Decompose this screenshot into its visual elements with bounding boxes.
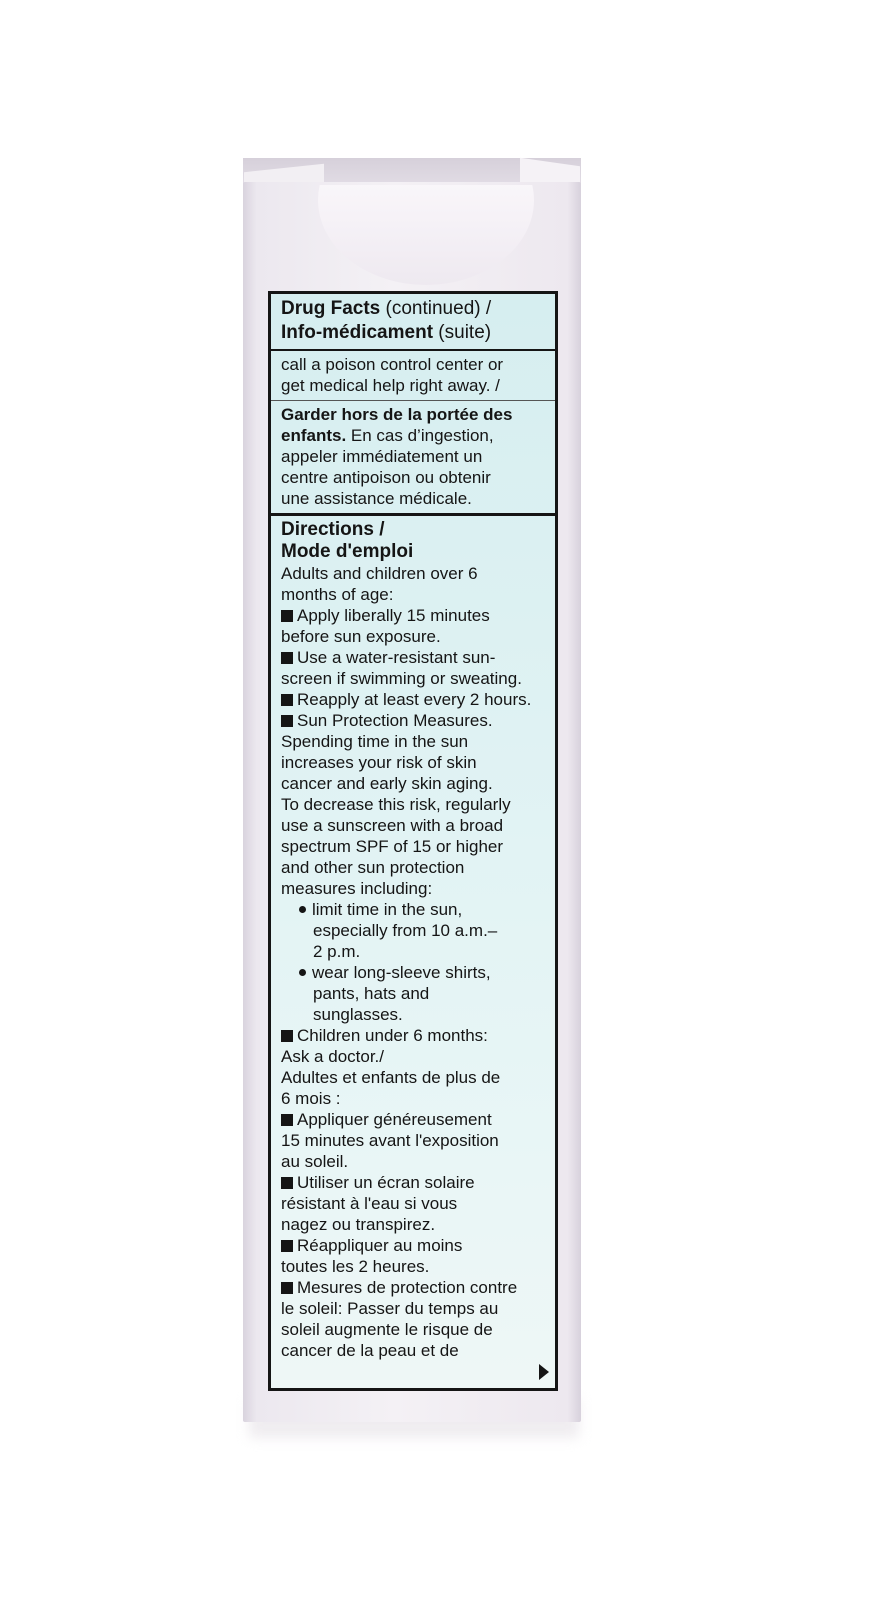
line-text: toutes les 2 heures. [281,1257,430,1276]
line-text: pants, hats and [313,984,430,1003]
text-line [281,1130,545,1151]
text-line [281,1046,545,1067]
bullet-item [281,962,545,983]
line-text: au soleil. [281,1152,349,1171]
line-text: limit time in the sun, [312,900,463,919]
line-text: Mesures de protection contre [297,1278,518,1297]
bullet-item [281,1277,545,1298]
text-line [281,1298,545,1319]
continue-arrow-icon [539,1364,549,1380]
line-text: 6 mois : [281,1089,341,1108]
bullet-item [281,689,545,710]
square-bullet-icon [281,1030,293,1042]
line-text: measures including: [281,879,433,898]
line-text: Adults and children over 6 [281,564,478,583]
line-text: le soleil: Passer du temps au [281,1299,499,1318]
line-text: Sun Protection Measures. [297,711,493,730]
text-line [281,1340,545,1361]
line-text: To decrease this risk, regularly [281,795,511,814]
square-bullet-icon [281,610,293,622]
line-text: especially from 10 a.m.– [313,921,498,940]
line-text: cancer de la peau et de [281,1341,459,1360]
line-text: months of age: [281,585,394,604]
text-line [281,920,545,941]
bullet-item [281,1025,545,1046]
line-text: Ask a doctor./ [281,1047,384,1066]
text-line [281,1214,545,1235]
line-text: Spending time in the sun [281,732,469,751]
bullet-item [281,899,545,920]
bullet-item [281,1109,545,1130]
square-bullet-icon [281,694,293,706]
header-title-en: Drug Facts [281,298,381,319]
line-text: Apply liberally 15 minutes [297,606,490,625]
header-suffix-fr: (suite) [433,322,492,343]
directions-title-fr: Mode d'emploi [281,541,414,562]
line-text: use a sunscreen with a broad [281,816,504,835]
drug-facts-header [271,294,555,351]
text-line [281,836,545,857]
text-line [281,1004,545,1025]
line-text: and other sun protection [281,858,465,877]
bullet-item [281,710,545,731]
line-text: résistant à l'eau si vous [281,1194,458,1213]
line-text: screen if swimming or sweating. [281,669,522,688]
text-line [281,878,545,899]
line-text: sunglasses. [313,1005,403,1024]
bullet-item [281,1235,545,1256]
text-line [281,1088,545,1109]
line-text: nagez ou transpirez. [281,1215,436,1234]
header-suffix-en: (continued) / [380,298,492,319]
line-text: Réappliquer au moins [297,1236,463,1255]
round-bullet-icon [299,906,306,913]
text-line [281,773,545,794]
square-bullet-icon [281,715,293,727]
line-text: cancer and early skin aging. [281,774,493,793]
text-line [281,1319,545,1340]
line-text: Children under 6 months: [297,1026,488,1045]
square-bullet-icon [281,1240,293,1252]
square-bullet-icon [281,1177,293,1189]
text-line [281,1151,545,1172]
text-line [281,857,545,878]
line-text: 2 p.m. [313,942,361,961]
text-line [281,1256,545,1277]
text-line: centre antipoison ou obtenir [281,468,491,487]
text-line: call a poison control center or [281,355,504,374]
drug-facts-panel [268,291,558,1391]
text-line [281,731,545,752]
text-line [281,584,545,605]
line-text: soleil augmente le risque de [281,1320,493,1339]
text-line [281,752,545,773]
text-line: get medical help right away. / [281,376,500,395]
box-tuck-tab [318,115,534,285]
text-line [281,1067,545,1088]
directions-title-en: Directions / [281,519,385,540]
bullet-item [281,647,545,668]
line-text: spectrum SPF of 15 or higher [281,837,504,856]
bullet-item [281,605,545,626]
round-bullet-icon [299,969,306,976]
text-line: une assistance médicale. [281,489,472,508]
text-line [281,794,545,815]
line-text: Reapply at least every 2 hours. [297,690,532,709]
text-line [281,941,545,962]
keep-out-heading-cont: enfants. [281,426,347,445]
text-line: En cas d’ingestion, [346,426,494,445]
line-text: 15 minutes avant l'exposition [281,1131,499,1150]
line-text: Use a water-resistant sun- [297,648,496,667]
text-line [281,983,545,1004]
line-text: wear long-sleeve shirts, [312,963,491,982]
text-line: appeler immédiatement un [281,447,483,466]
text-line [281,815,545,836]
directions-section [271,516,555,1365]
line-text: before sun exposure. [281,627,441,646]
text-line [281,563,545,584]
square-bullet-icon [281,1114,293,1126]
text-line [281,668,545,689]
keep-out-heading: Garder hors de la portée des [281,405,513,424]
square-bullet-icon [281,652,293,664]
line-text: Utiliser un écran solaire [297,1173,475,1192]
directions-lines [281,563,545,1361]
line-text: Adultes et enfants de plus de [281,1068,501,1087]
keep-out-of-reach-section [271,401,555,516]
poison-control-section [271,351,555,401]
line-text: Appliquer généreusement [297,1110,492,1129]
text-line [281,1193,545,1214]
square-bullet-icon [281,1282,293,1294]
text-line [281,626,545,647]
header-title-fr: Info-médicament [281,322,434,343]
bullet-item [281,1172,545,1193]
line-text: increases your risk of skin [281,753,477,772]
